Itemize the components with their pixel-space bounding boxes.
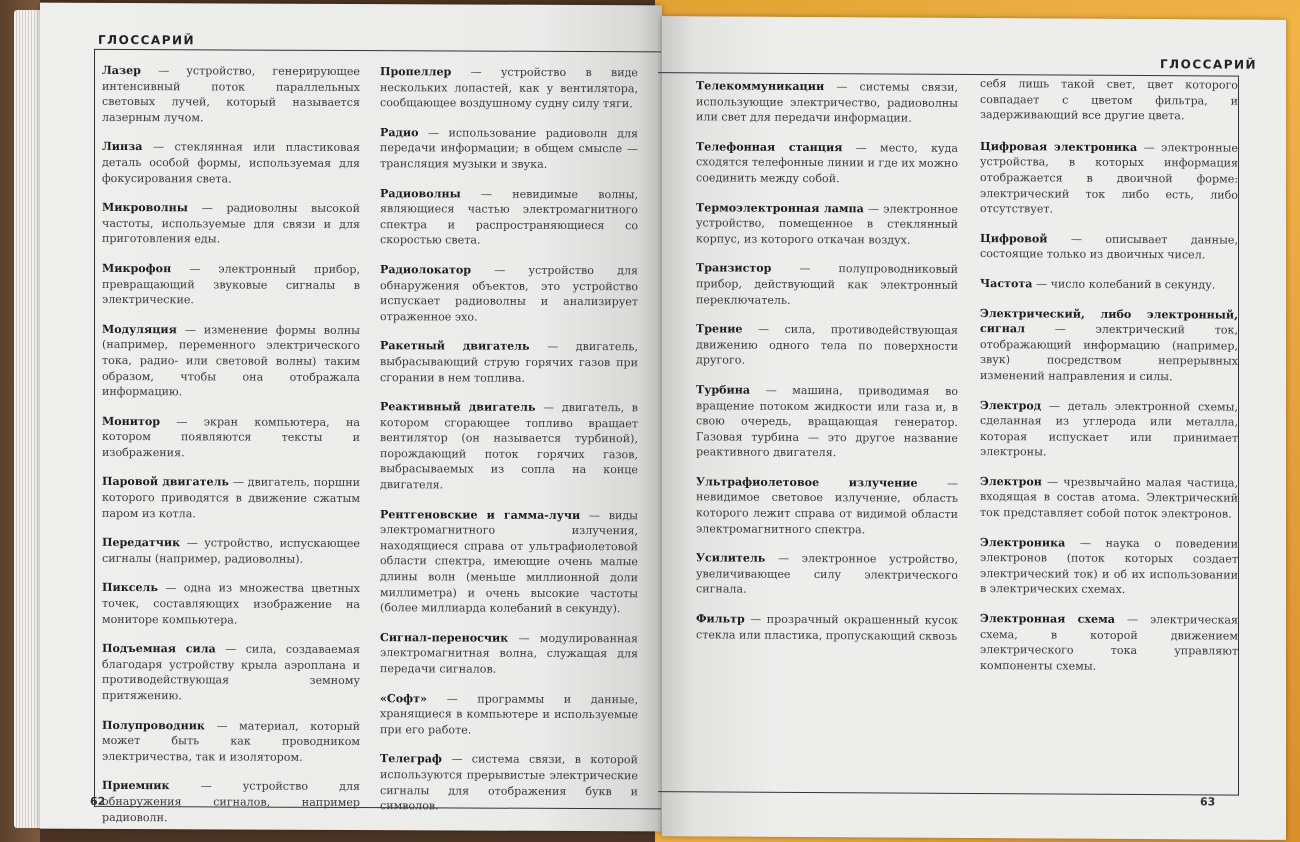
left-page: [40, 3, 662, 832]
glossary-entry: [980, 535, 1238, 599]
glossary-entry: [102, 641, 360, 705]
glossary-definition: — электрический ток, отображающий информацию (например, звук) посредством непрерывных изменений направления и силы.: [980, 322, 1238, 384]
glossary-definition: — устройство для обнаружения сигналов, например радиоволн.: [102, 779, 360, 824]
glossary-definition: — программы и данные, хранящиеся в компьютере и используемые при его работе.: [380, 691, 638, 737]
glossary-term: Электрический, либо электронный, сигнал: [980, 306, 1238, 336]
glossary-entry: [102, 414, 360, 462]
glossary-definition: — полупроводниковый прибор, действующий как электронный переключатель.: [696, 262, 958, 307]
glossary-definition: — модулированная электромагнитная волна, служащая для передачи сигналов.: [380, 631, 638, 676]
glossary-entry: [380, 125, 638, 173]
glossary-definition: — устройство в виде нескольких лопастей, как у вентилятора, сообщающее воздушному судну силу тяги.: [380, 65, 638, 111]
page-header: ГЛОССАРИЙ: [98, 32, 196, 48]
glossary-term: Полупроводник: [102, 718, 205, 732]
glossary-definition: — чрезвычайно малая частица, входящая в состав атома. Электрический ток представляет собой поток электронов.: [980, 475, 1238, 521]
glossary-entry: [380, 186, 638, 250]
glossary-term: Пиксель: [102, 581, 158, 595]
glossary-entry: [980, 139, 1238, 219]
glossary-term: Цифровая электроника: [980, 139, 1138, 154]
glossary-term: Модуляция: [102, 322, 177, 336]
glossary-entry: [696, 474, 958, 538]
glossary-term: Лазер: [102, 63, 141, 78]
glossary-definition: — устройство, генерирующее интенсивный поток параллельных световых лучей, который называется лазерным лучом.: [102, 64, 360, 125]
glossary-term: Транзистор: [696, 261, 772, 276]
glossary-term: Радиолокатор: [380, 263, 472, 277]
glossary-term: Линза: [102, 140, 143, 154]
glossary-entry: [102, 778, 360, 826]
glossary-definition: — число колебаний в секунду.: [1032, 277, 1216, 292]
glossary-term: Телеграф: [380, 752, 442, 766]
page-number: 62: [90, 794, 106, 808]
glossary-term: Частота: [980, 276, 1033, 291]
glossary-entry: [980, 474, 1238, 522]
glossary-definition: — двигатель, поршни которого приводятся в движение сжатым паром из котла.: [102, 475, 360, 520]
glossary-entry: [380, 691, 638, 739]
glossary-entry: [696, 551, 958, 599]
glossary-entry: [696, 321, 958, 369]
glossary-definition: — описывает данные, состоящие только из двоичных чисел.: [980, 232, 1238, 262]
glossary-term: Цифровой: [980, 231, 1048, 246]
glossary-entry: [696, 200, 958, 248]
glossary-entry: [380, 338, 638, 386]
glossary-column-2: [380, 64, 638, 829]
glossary-entry: [102, 474, 360, 522]
glossary-term: Телекоммуникации: [696, 79, 825, 94]
glossary-definition: — машина, приводимая во вращение потоком жидкости или газа и, в свою очередь, вращающая генератор. Газовая турбина — это другое название реактивного двигателя.: [696, 383, 958, 460]
glossary-entry: [380, 630, 638, 678]
glossary-entry: [102, 63, 360, 127]
glossary-definition: — системы связи, использующие электричество, радиоволны или свет для передачи информации.: [696, 80, 958, 125]
glossary-definition: — сила, создаваемая благодаря устройству крыла аэроплана и противодействующая земному притяжению.: [102, 642, 360, 703]
page-number: 63: [1200, 795, 1216, 809]
glossary-term: Радио: [380, 125, 419, 140]
glossary-definition: — прозрачный окрашенный кусок стекла или пластика, пропускающий сквозь: [696, 612, 958, 643]
glossary-term: Электрод: [980, 398, 1042, 412]
glossary-term: Турбина: [696, 383, 751, 397]
glossary-definition: — наука о поведении электронов (поток которых создает электрический ток) и об их использовании в электрических схемах.: [980, 536, 1238, 597]
glossary-entry: [380, 507, 638, 617]
glossary-entry: [380, 752, 638, 816]
glossary-entry: [380, 64, 638, 112]
glossary-definition: — одна из множества цветных точек, составляющих изображение на мониторе компьютера.: [102, 581, 360, 627]
glossary-entry: [980, 276, 1238, 293]
glossary-term: Сигнал-переносчик: [380, 630, 509, 645]
glossary-entry: [696, 382, 958, 462]
glossary-column-2: [980, 76, 1238, 689]
glossary-definition: — материал, который может быть как проводником электричества, так и изолятором.: [102, 718, 360, 764]
glossary-entry: [102, 718, 360, 766]
glossary-column-1: [102, 63, 360, 840]
glossary-definition: — деталь электронной схемы, сделанная из углерода или металла, которая испускает или принимает электроны.: [980, 398, 1238, 459]
glossary-term: Монитор: [102, 414, 161, 428]
glossary-definition: — устройство для обнаружения объектов, это устройство испускает радиоволны и анализирует отраженное эхо.: [380, 263, 638, 324]
glossary-definition: — система связи, в которой используются прерывистые электрические сигналы для отображения букв и символов.: [380, 752, 638, 813]
glossary-entry: [696, 139, 958, 187]
right-page: [662, 16, 1286, 840]
glossary-term: Телефонная станция: [696, 140, 843, 154]
glossary-definition: — устройство, испускающее сигналы (например, радиоволны).: [102, 536, 360, 566]
glossary-entry: [380, 399, 638, 494]
glossary-term: Термоэлектронная лампа: [696, 200, 864, 215]
glossary-definition: — электронное устройство, увеличивающее силу электрического сигнала.: [696, 551, 958, 597]
glossary-term: Паровой двигатель: [102, 475, 229, 489]
glossary-term: Радиоволны: [380, 186, 461, 201]
glossary-definition: — место, куда сходятся телефонные линии и где их можно соединить между собой.: [696, 140, 958, 186]
glossary-entry: [980, 306, 1238, 386]
glossary-term: Фильтр: [696, 612, 745, 626]
glossary-entry: [380, 262, 638, 326]
glossary-entry: [102, 200, 360, 248]
glossary-entry: [102, 261, 360, 309]
glossary-term: Усилитель: [696, 551, 766, 565]
glossary-definition: — электронные устройства, в которых информация отображается в двоичной форме: электрический ток либо есть, либо отсутствует.: [980, 140, 1238, 216]
glossary-definition: — невидимое световое излучение, область которого лежит справа от видимой области электромагнитного спектра.: [696, 476, 958, 536]
glossary-entry: [980, 611, 1238, 675]
glossary-definition: — использование радиоволн для передачи информации; в общем смысле — трансляция музыки и звука.: [380, 126, 638, 171]
glossary-entry: [696, 261, 958, 309]
glossary-definition: — экран компьютера, на котором появляются тексты и изображения.: [102, 414, 360, 460]
glossary-term: Электроника: [980, 535, 1066, 550]
glossary-term: Трение: [696, 322, 743, 336]
glossary-entry: [980, 398, 1238, 462]
glossary-column-1: [696, 78, 958, 658]
glossary-entry: [980, 231, 1238, 264]
glossary-term: Микроволны: [102, 201, 188, 215]
glossary-definition: — электрическая схема, в которой движением электрического тока управляют компоненты схемы.: [980, 612, 1238, 673]
glossary-definition: — электронное устройство, помещенное в стеклянный корпус, из которого откачан воздух.: [696, 201, 959, 247]
glossary-entry: [102, 535, 360, 567]
glossary-term: Рентгеновские и гамма-лучи: [380, 507, 581, 522]
glossary-entry: [696, 78, 958, 126]
glossary-definition: — изменение формы волны (например, переменного электрического тока, радио- или световой волны) таким образом, чтобы она отображала информацию.: [102, 322, 360, 399]
glossary-term: Реактивный двигатель: [380, 400, 536, 414]
glossary-definition: — двигатель, в котором сгорающее топливо вращает вентилятор (он называется турбиной), порождающий поток горячих газов, выбрасываемых из сопла на конце двигателя.: [380, 400, 639, 492]
glossary-entry: [102, 580, 360, 628]
page-header: ГЛОССАРИЙ: [1160, 57, 1258, 72]
continued-definition: себя лишь такой свет, цвет которого совпадает с цветом фильтра, и задерживающий все другие цвета.: [980, 77, 1238, 123]
glossary-definition: — электронный прибор, превращающий звуковые сигналы в электрические.: [102, 262, 360, 307]
glossary-entry: [102, 322, 360, 401]
glossary-term: Передатчик: [102, 536, 181, 550]
glossary-definition: — невидимые волны, являющиеся частью электромагнитного спектра и распространяющиеся со скоростью света.: [380, 187, 638, 247]
glossary-term: Подъемная сила: [102, 642, 216, 656]
glossary-definition: — радиоволны высокой частоты, используемые для связи и для приготовления еды.: [102, 201, 360, 246]
glossary-term: Приемник: [102, 779, 170, 793]
glossary-term: Микрофон: [102, 261, 172, 276]
glossary-term: Пропеллер: [380, 65, 452, 79]
glossary-term: Электронная схема: [980, 612, 1115, 626]
glossary-definition: — виды электромагнитного излучения, находящиеся справа от ультрафиолетовой области спектра, имеющие очень малые длины волн (меньше миллионной доли миллиметра) и очень высокие частоты (более миллиарда колебаний в секунду).: [380, 508, 639, 616]
glossary-term: Ракетный двигатель: [380, 339, 530, 354]
glossary-entry: [102, 139, 360, 187]
glossary-term: Электрон: [980, 474, 1042, 489]
glossary-definition: — двигатель, выбрасывающий струю горячих газов при сгорании в нем топлива.: [380, 340, 638, 385]
glossary-term: Ультрафиолетовое излучение: [696, 475, 918, 490]
glossary-definition: — стеклянная или пластиковая деталь особой формы, используемая для фокусирования света.: [102, 140, 360, 186]
glossary-definition: — сила, противодействующая движению одного тела по поверхности другого.: [696, 322, 958, 367]
glossary-term: «Софт»: [380, 691, 427, 705]
glossary-entry: [696, 611, 958, 644]
